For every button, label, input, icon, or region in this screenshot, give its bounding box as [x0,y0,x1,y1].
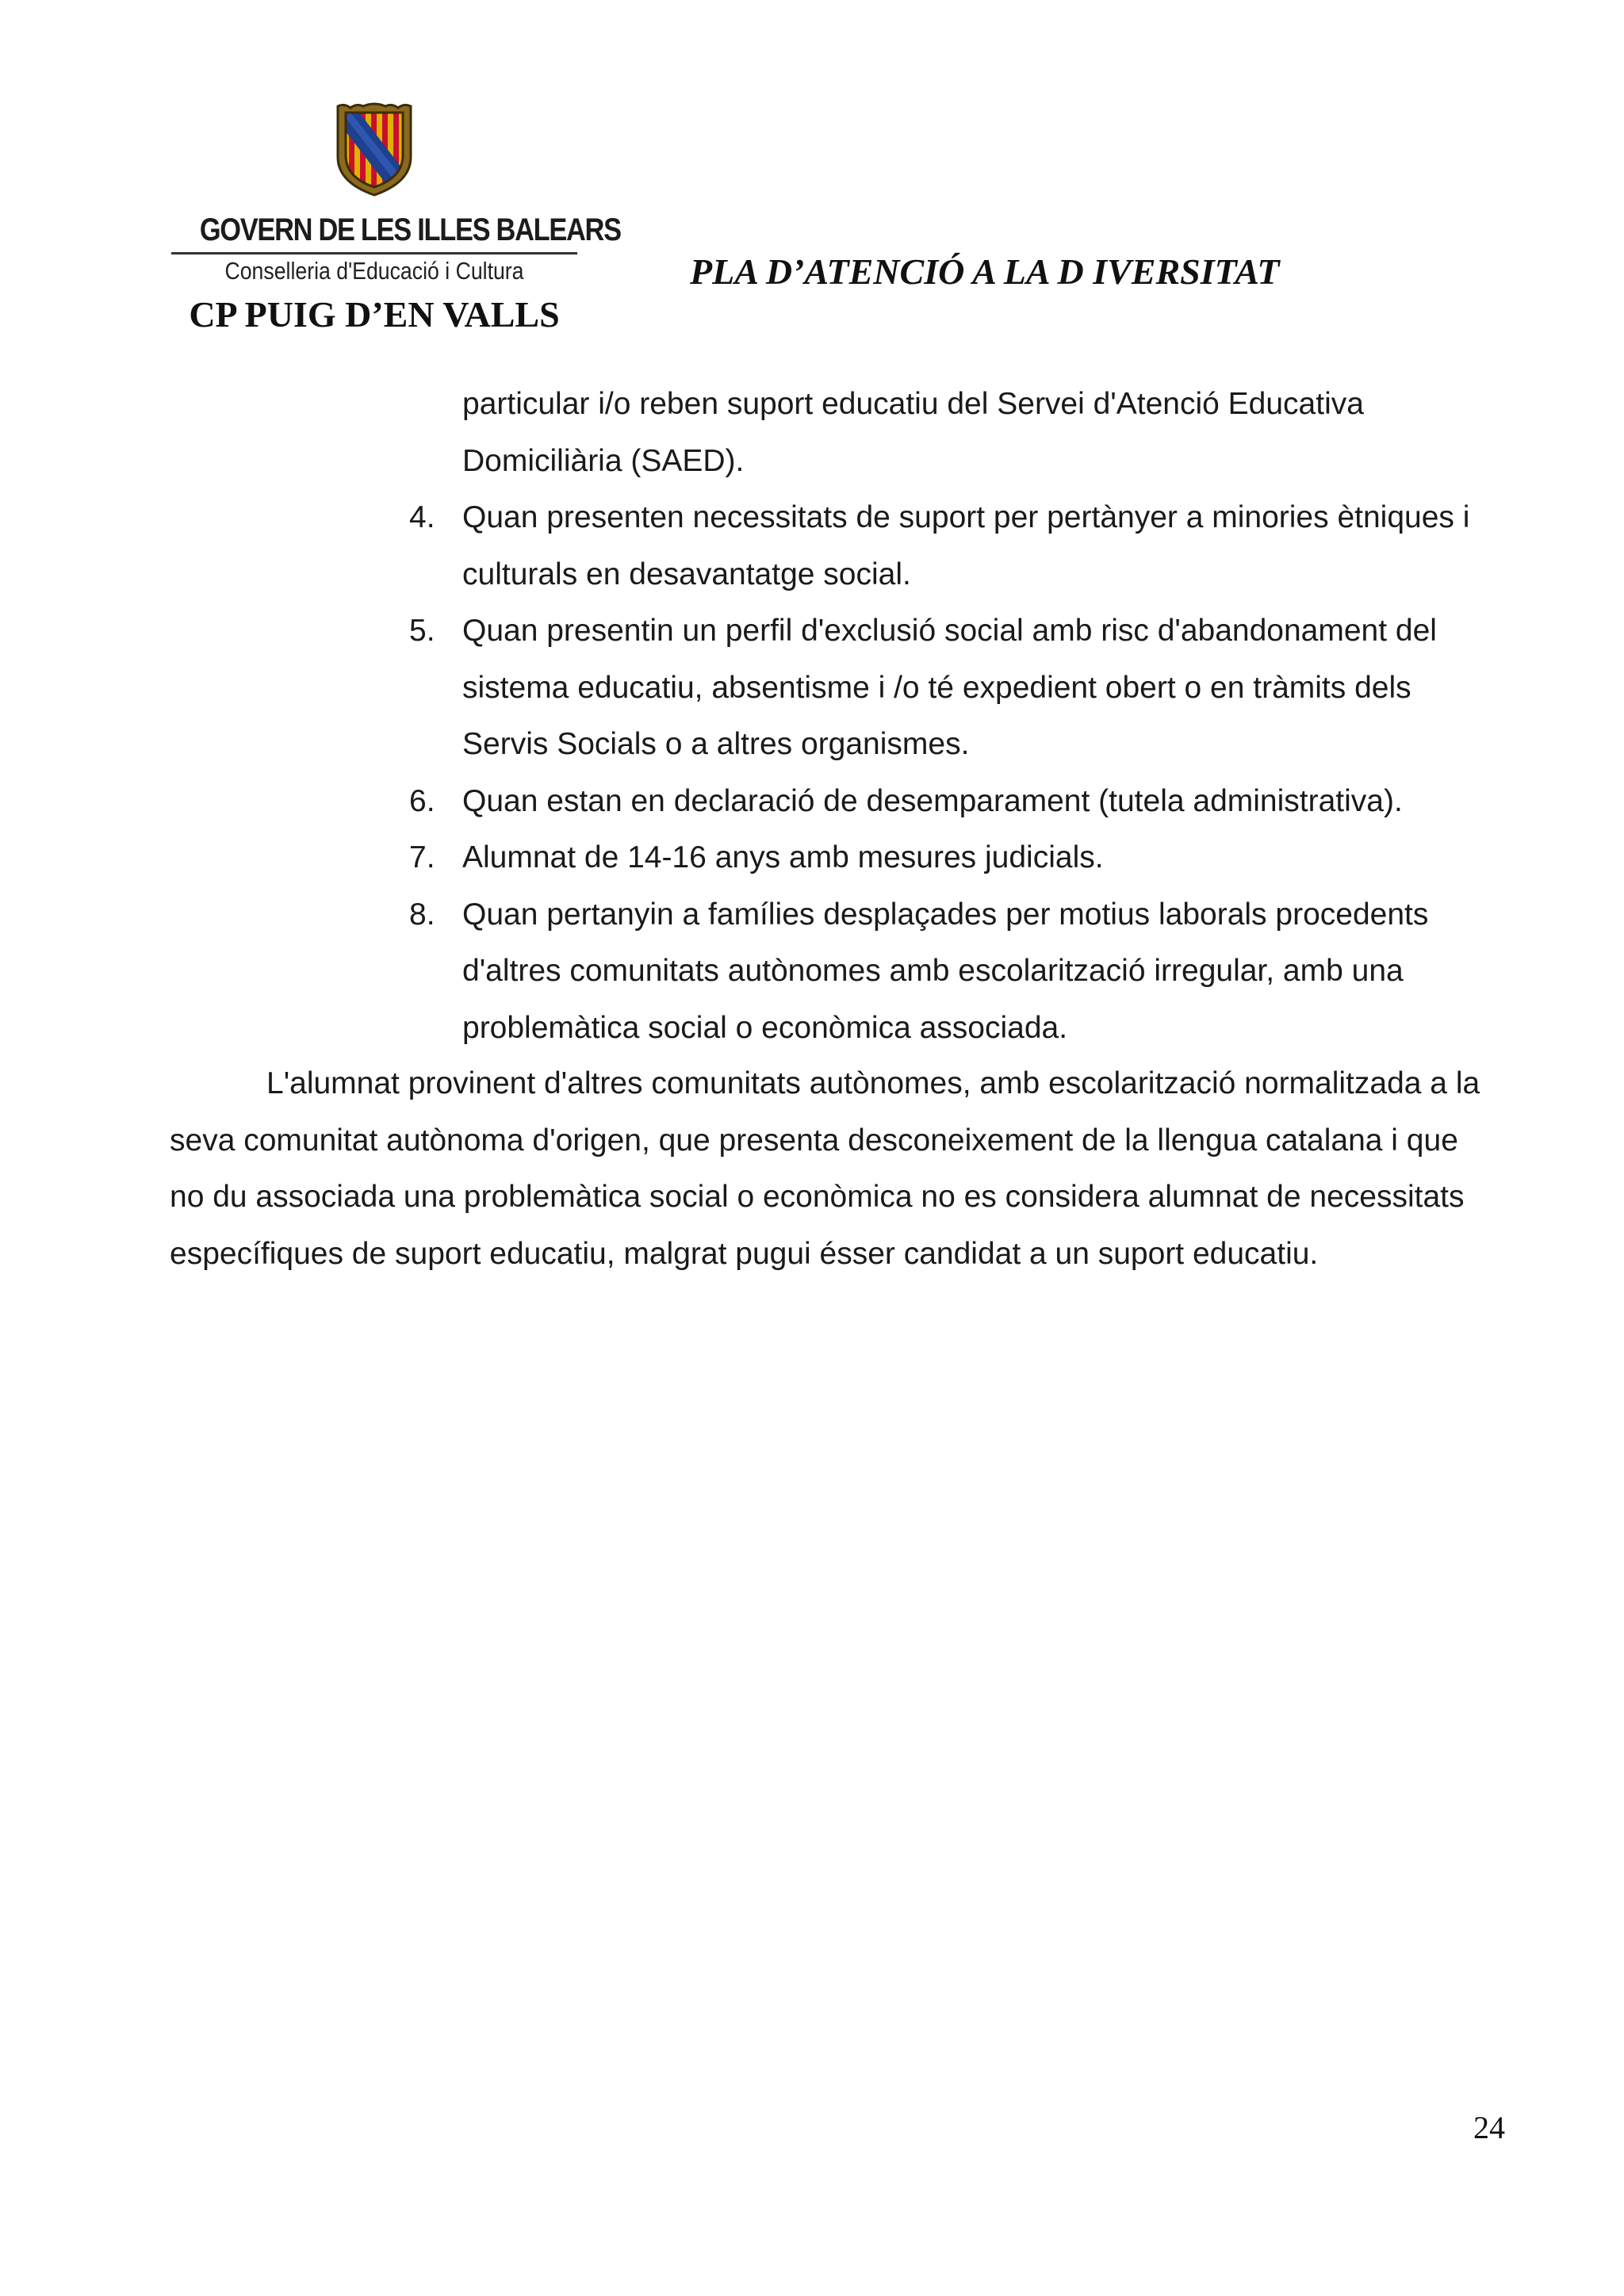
page-header [0,0,1624,349]
list-item-text: Quan presentin un perfil d'exclusió social amb risc d'abandonament del sistema educatiu, absentisme i /o té expedient obert o en tràmits dels Servis Socials o a altres organismes. [462,614,1437,761]
list-item [0,886,1624,1057]
school-name: CP PUIG D’EN VALLS [189,294,560,335]
list-item [0,829,1624,886]
list-item-text: Alumnat de 14-16 anys amb mesures judicials. [462,840,1104,874]
list-item [0,489,1624,603]
list-item [0,773,1624,830]
list-item-number: 4. [409,500,435,534]
document-title: PLA D’ATENCIÓ A LA D IVERSITAT [690,251,1280,292]
org-divider [171,252,577,254]
list-item-number: 8. [409,897,435,932]
list-item-text: Quan pertanyin a famílies desplaçades per motius laborals procedents d'altres comunitats autònomes amb escolarització irregular, amb una problemàtica social o econòmica associada. [462,897,1429,1045]
list-item [0,603,1624,773]
org-subtitle: Conselleria d'Educació i Cultura [224,257,524,285]
list-item-text: particular i/o reben suport educatiu del Servei d'Atenció Educativa Domiciliària (SAED). [462,387,1364,478]
org-name: GOVERN DE LES ILLES BALEARS [199,212,621,247]
list-item-continuation [0,376,1624,489]
page-number: 24 [1473,2110,1505,2145]
list-item-text: Quan estan en declaració de desemparament (tutela administrativa). [462,783,1403,818]
criteria-list [0,376,1624,1056]
body-paragraph: L'alumnat provinent d'altres comunitats autònomes, amb escolarització normalitzada a la seva comunitat autònoma d'origen, que presenta desconeixement de la llengua catalana i que no du associada una problemàtica social o econòmica no es considera alumnat de necessitats específiques de suport educatiu, malgrat pugui ésser candidat a un suport educatiu. [170,1066,1480,1271]
coat-of-arms-icon [333,101,416,197]
list-item-number: 6. [409,783,435,818]
list-item-number: 7. [409,840,435,874]
list-item-number: 5. [409,614,435,648]
list-item-text: Quan presenten necessitats de suport per pertànyer a minories ètniques i culturals en desavantatge social. [462,500,1470,591]
